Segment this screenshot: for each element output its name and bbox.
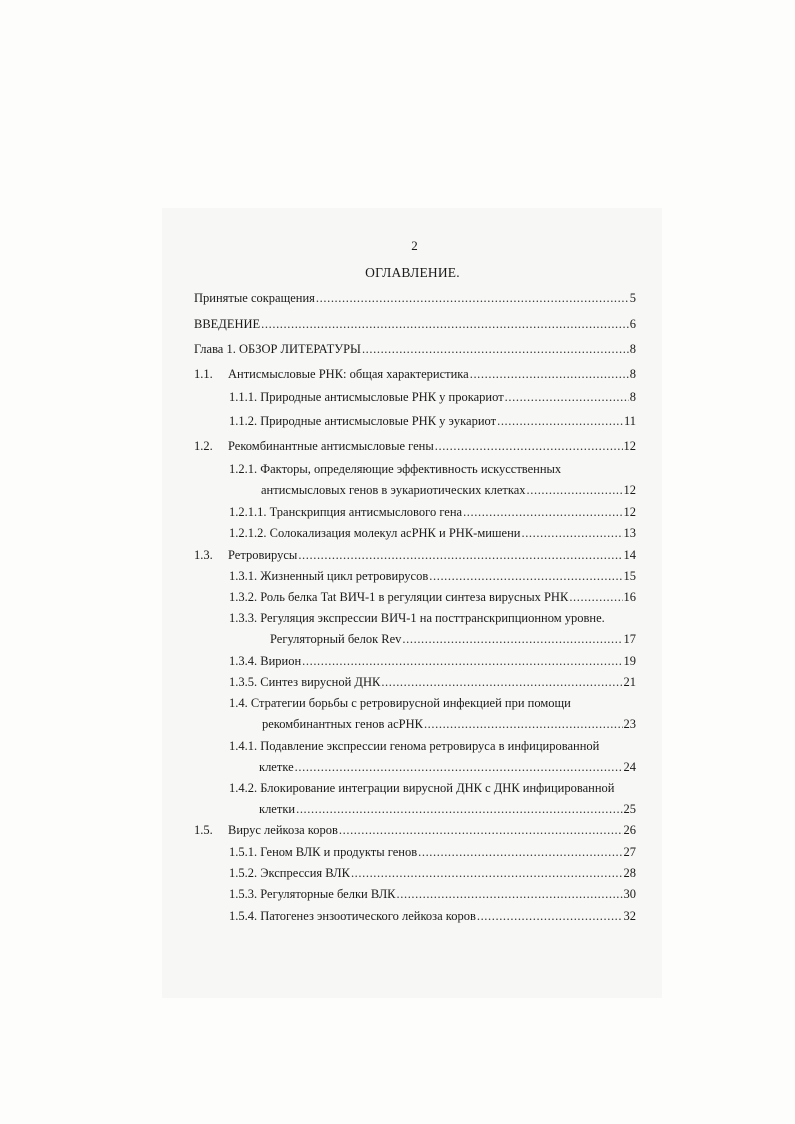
dot-leader <box>424 717 623 732</box>
dot-leader <box>295 760 623 775</box>
toc-entry: 1.2.1.2. Солокализация молекул асРНК и РНК-мишени ..... 13 <box>229 526 636 541</box>
toc-entry: 1.1.1. Природные антисмысловые РНК у прокариот ..... 8 <box>229 390 636 405</box>
toc-entry: ВВЕДЕНИЕ ..... 6 <box>194 317 636 332</box>
dot-leader <box>339 823 623 838</box>
toc-entry: 1.3.2. Роль белка Tat ВИЧ-1 в регуляции синтеза вирусных РНК ..... 16 <box>229 590 636 605</box>
toc-entry: рекомбинантных генов асРНК ..... 23 <box>262 717 636 732</box>
dot-leader <box>402 632 622 647</box>
dot-leader <box>521 526 622 541</box>
toc-entry: 1.3.5. Синтез вирусной ДНК ..... 21 <box>229 675 636 690</box>
dot-leader <box>261 317 629 332</box>
dot-leader <box>463 505 622 520</box>
toc-entry: Принятые сокращения ..... 5 <box>194 291 636 306</box>
dot-leader <box>429 569 622 584</box>
toc-entry: 1.3. Ретровирусы ..... 14 <box>194 548 636 563</box>
toc-entry-line: 1.3.3. Регуляция экспрессии ВИЧ-1 на посттранскрипционном уровне. <box>229 611 605 625</box>
toc-entry-line: 1.4.1. Подавление экспрессии генома ретровируса в инфицированной <box>229 739 600 753</box>
dot-leader <box>477 909 623 924</box>
toc-entry-line: 1.4. Стратегии борьбы с ретровирусной инфекцией при помощи <box>229 696 571 710</box>
dot-leader <box>397 887 623 902</box>
page-number: 2 <box>411 238 418 253</box>
dot-leader <box>435 439 623 454</box>
dot-leader <box>316 291 629 306</box>
dot-leader <box>351 866 623 881</box>
toc-entry: 1.3.1. Жизненный цикл ретровирусов ..... 15 <box>229 569 636 584</box>
dot-leader <box>569 590 622 605</box>
toc-entry: 1.5.4. Патогенез энзоотического лейкоза коров ..... 32 <box>229 909 636 924</box>
dot-leader <box>362 342 629 357</box>
toc-entry: клетки ..... 25 <box>259 802 636 817</box>
toc-entry: антисмысловых генов в эукариотических клетках ..... 12 <box>261 483 636 498</box>
toc-entry: 1.2. Рекомбинантные антисмысловые гены ..... 12 <box>194 439 636 454</box>
dot-leader <box>298 548 622 563</box>
dot-leader <box>296 802 622 817</box>
dot-leader <box>302 654 622 669</box>
toc-entry: 1.2.1.1. Транскрипция антисмыслового гена ..... 12 <box>229 505 636 520</box>
dot-leader <box>497 414 623 429</box>
toc-entry: 1.5.3. Регуляторные белки ВЛК ..... 30 <box>229 887 636 902</box>
dot-leader <box>381 675 622 690</box>
dot-leader <box>470 367 629 382</box>
toc-entry-line: 1.2.1. Факторы, определяющие эффективность искусственных <box>229 462 562 476</box>
toc-entry: Глава 1. ОБЗОР ЛИТЕРАТУРЫ ..... 8 <box>194 342 636 357</box>
toc-entry: 1.5. Вирус лейкоза коров ..... 26 <box>194 823 636 838</box>
dot-leader <box>505 390 629 405</box>
dot-leader <box>418 845 622 860</box>
toc-title: ОГЛАВЛЕНИЕ. <box>365 265 460 280</box>
toc-entry: 1.1.2. Природные антисмысловые РНК у эукариот ..... 11 <box>229 414 636 429</box>
dot-leader <box>527 483 623 498</box>
toc-entry-line: 1.4.2. Блокирование интеграции вирусной ДНК с ДНК инфицированной <box>229 781 615 795</box>
toc-entry: 1.3.4. Вирион ..... 19 <box>229 654 636 669</box>
toc-entry: 1.1. Антисмысловые РНК: общая характеристика ..... 8 <box>194 367 636 382</box>
toc-entry: 1.5.1. Геном ВЛК и продукты генов ..... 27 <box>229 845 636 860</box>
toc-entry: 1.5.2. Экспрессия ВЛК ..... 28 <box>229 866 636 881</box>
toc-entry: клетке ..... 24 <box>259 760 636 775</box>
toc-entry: Регуляторный белок Rev ..... 17 <box>270 632 636 647</box>
